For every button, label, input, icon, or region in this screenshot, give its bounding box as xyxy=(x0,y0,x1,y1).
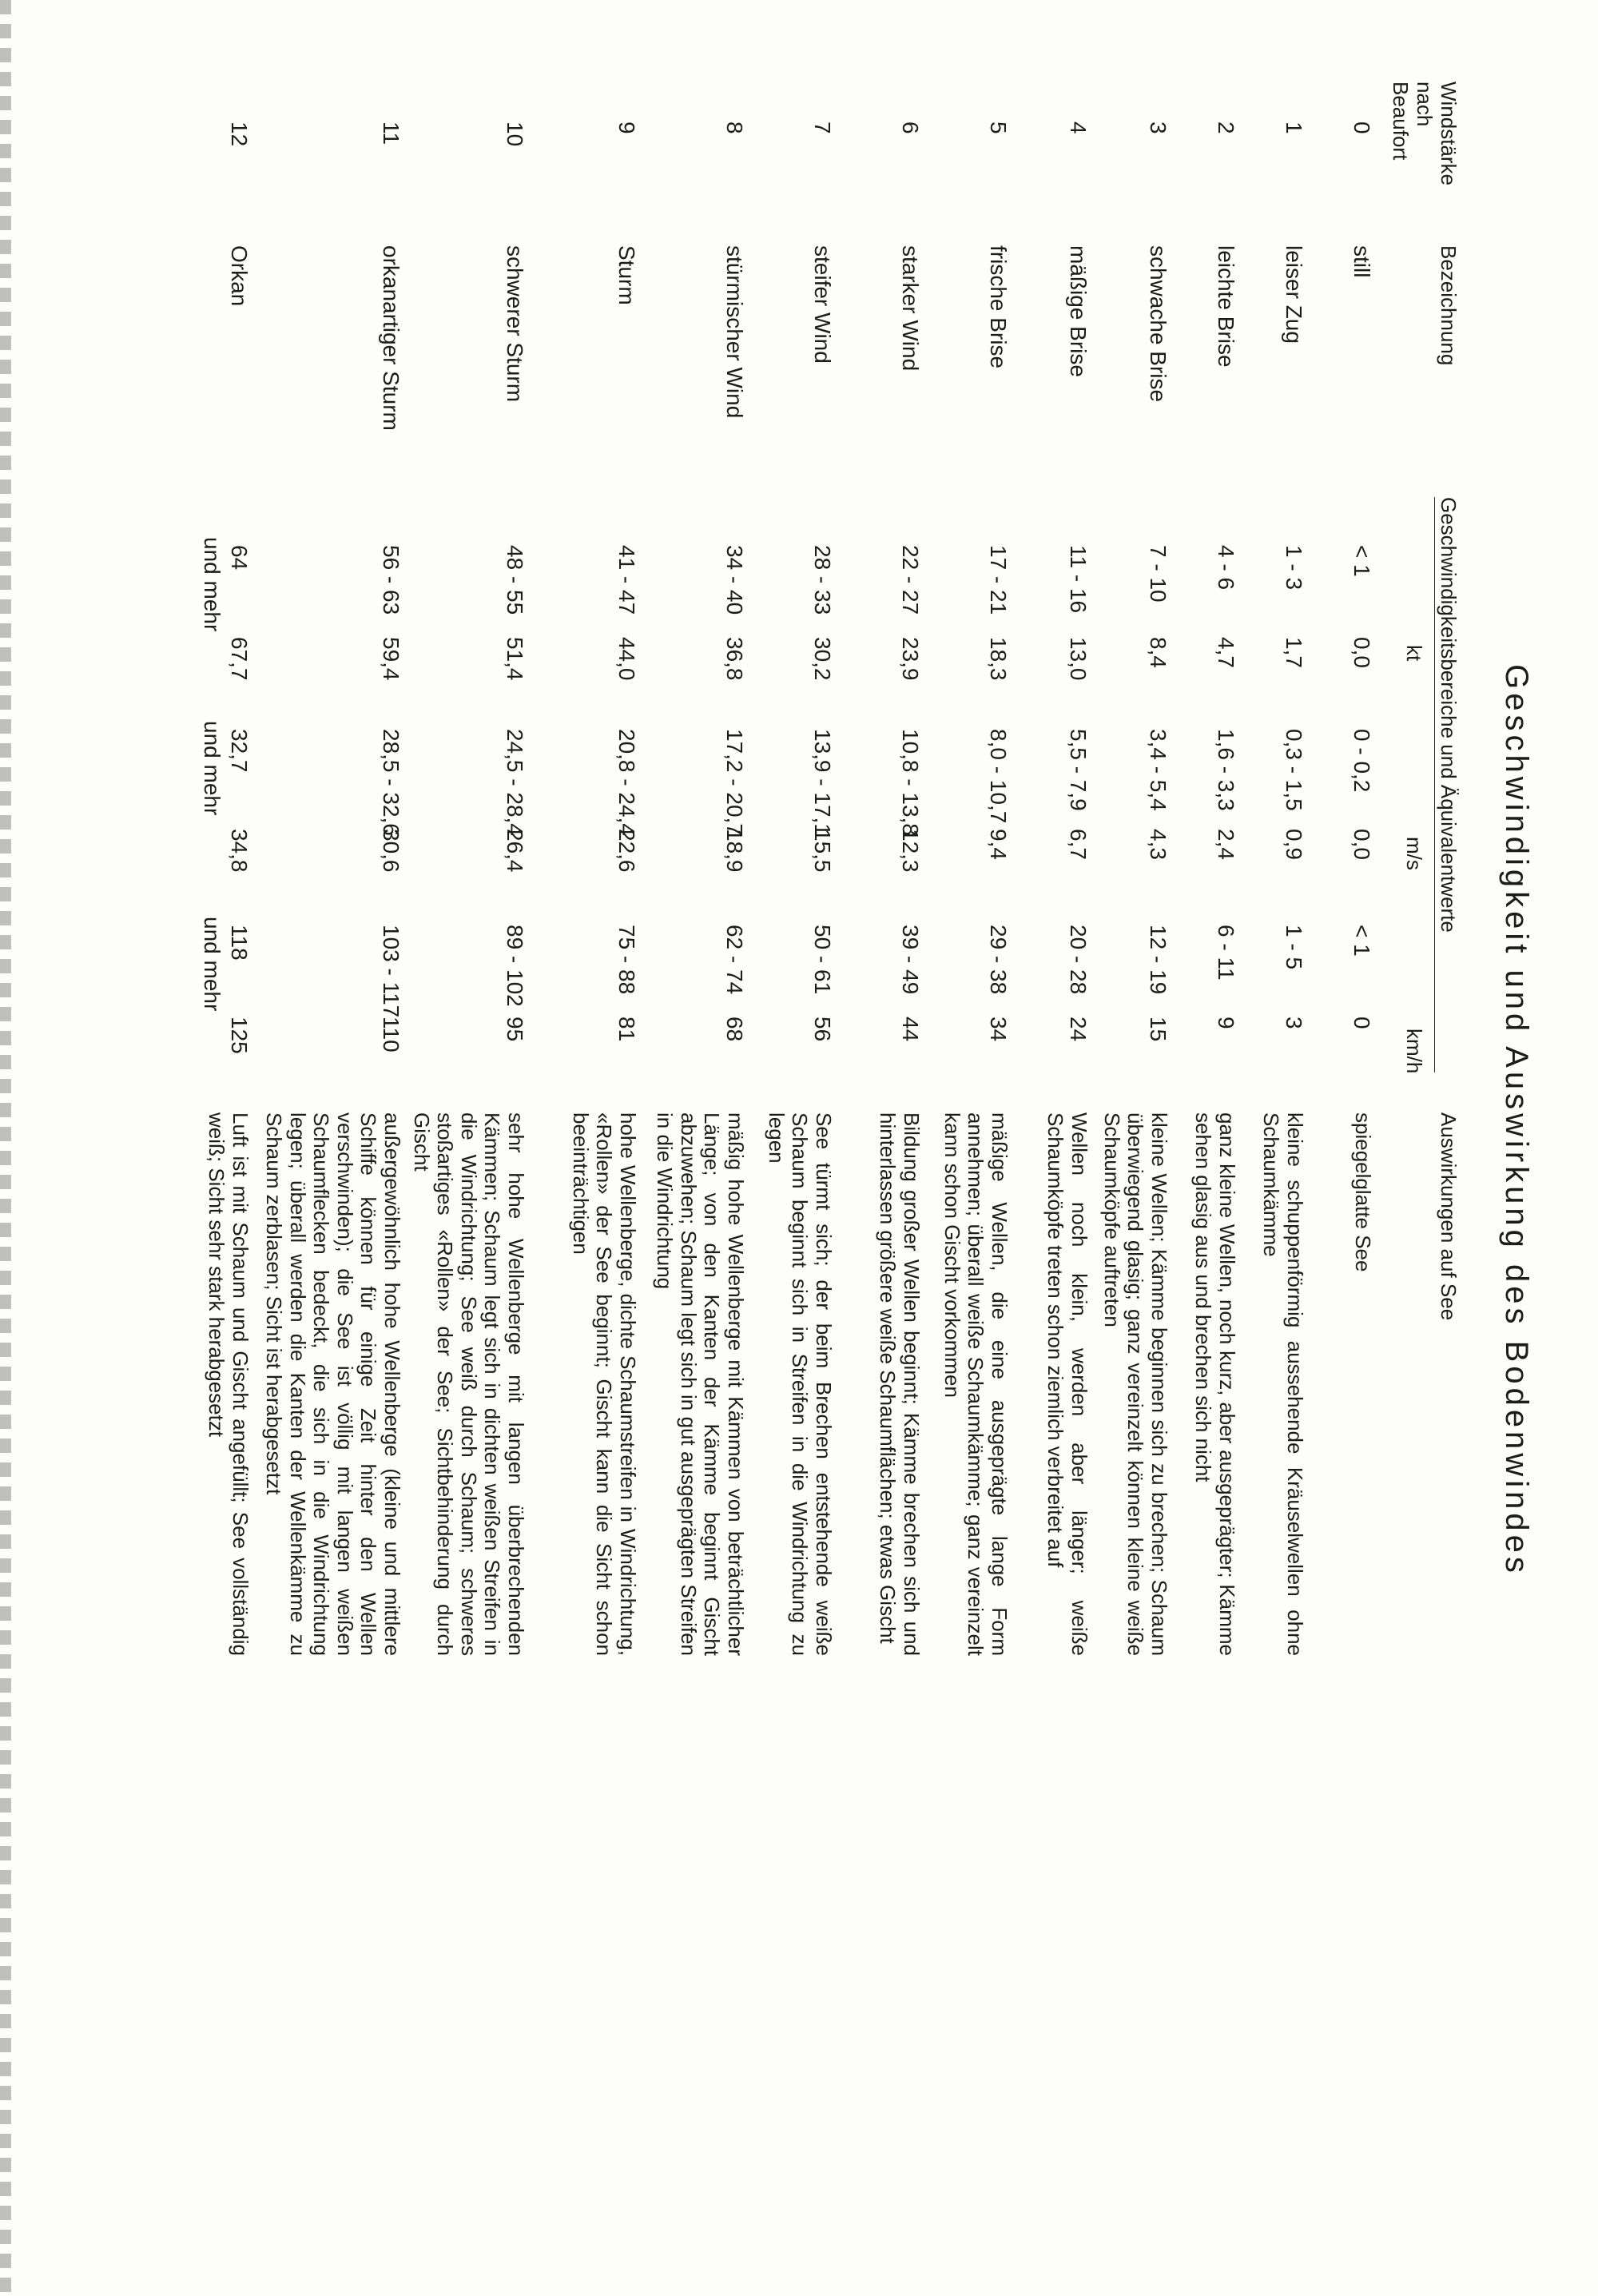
cell-effect: mäßig hohe Wellenberge mit Kämmen von beträchtlicher Länge; von den Kanten der Kämme beginnt Gischt abzuwehen; Schaum legt sich in gut ausgeprägten Streifen in die Windrichtung xyxy=(653,1112,748,1656)
cell-name: stürmischer Wind xyxy=(722,245,747,419)
cell-bft: 7 xyxy=(810,121,835,134)
cell-kt-range: 64 xyxy=(227,545,252,571)
cell-ms-eq: 9,4 xyxy=(986,829,1011,860)
cell-effect: spiegelglatte See xyxy=(1351,1112,1375,1272)
cell-effect: kleine schuppenförmig aussehende Kräuselwellen ohne Schaumkämme xyxy=(1259,1112,1307,1656)
cell-effect: Luft ist mit Schaum und Gischt angefüllt; See vollständig weiß; Sicht sehr stark herabgesetzt xyxy=(205,1112,252,1656)
cell-name: mäßige Brise xyxy=(1066,245,1091,377)
cell-kmh-eq: 15 xyxy=(1146,1017,1171,1042)
cell-kt-range: 56 - 63 xyxy=(379,545,403,615)
cell-name: leichte Brise xyxy=(1214,245,1238,368)
page-title: Geschwindigkeit und Auswirkung des Bodenwindes xyxy=(1499,664,1534,1577)
cell-kt-range: < 1 xyxy=(1350,545,1374,577)
cell-effect: sehr hohe Wellenberge mit langen überbrechenden Kämmen; Schaum legt sich in dichten weißen Streifen in die Windrichtung; See weiß durch Schaum; schweres stoßartiges «Rollen» der See; Sichtbehinderung durch Gischt xyxy=(410,1112,528,1656)
cell-kt-range: 1 - 3 xyxy=(1282,545,1306,591)
cell-kmh-eq: 0 xyxy=(1350,1017,1374,1029)
cell-kmh-range: 50 - 61 xyxy=(810,925,835,995)
cell-kt-eq: 4,7 xyxy=(1214,637,1238,668)
cell-kt-eq: 23,9 xyxy=(898,637,923,681)
cell-kmh-eq: 110 xyxy=(379,1017,403,1052)
cell-ms-range: 32,7 xyxy=(227,729,252,773)
cell-kt-eq: 18,3 xyxy=(986,637,1011,681)
cell-name: Orkan xyxy=(227,245,252,307)
cell-bft: 10 xyxy=(503,121,527,147)
cell-kt-range: 17 - 21 xyxy=(986,545,1011,615)
header-kmh: km/h xyxy=(1402,1029,1426,1074)
cell-ms-range: 8,0 - 10,7 xyxy=(986,729,1011,824)
cell-bft: 1 xyxy=(1282,121,1306,134)
cell-kmh-range: 20 - 28 xyxy=(1066,925,1091,995)
cell-ms-range: 17,2 - 20,7 xyxy=(722,729,747,836)
cell-kmh-range: 75 - 88 xyxy=(614,925,639,995)
cell-effect: Wellen noch klein, werden aber länger; weiße Schaumköpfe treten schon ziemlich verbreitet auf xyxy=(1043,1112,1091,1656)
cell-kt-eq: 0,0 xyxy=(1350,637,1374,668)
cell-kmh-range: 6 - 11 xyxy=(1214,925,1238,981)
cell-kt-range-suffix: und mehr xyxy=(200,537,225,632)
cell-bft: 8 xyxy=(722,121,747,134)
cell-effect: kleine Wellen; Kämme beginnen sich zu brechen; Schaum überwiegend glasig; ganz vereinzelt können kleine weiße Schaumköpfe auftreten xyxy=(1100,1112,1171,1656)
cell-kmh-eq: 24 xyxy=(1066,1017,1091,1042)
cell-kt-eq: 8,4 xyxy=(1146,637,1171,668)
cell-effect: außergewöhnlich hohe Wellenberge (kleine und mittlere Schiffe können für einige Zeit hinter den Wellen verschwinden); die See ist völlig mit langen weißen Schaumflecken bedeckt, die sich in die Windrichtung legen; überall werden die Kanten der Wellenkämme zu Schaum zerblasen; Sicht ist herabgesetzt xyxy=(262,1112,404,1656)
cell-kmh-eq: 81 xyxy=(614,1017,639,1042)
header-kt: kt xyxy=(1402,645,1426,662)
cell-ms-eq: 30,6 xyxy=(379,829,403,873)
cell-kt-eq: 1,7 xyxy=(1282,637,1306,668)
cell-ms-range: 1,6 - 3,3 xyxy=(1214,729,1238,811)
cell-bft: 3 xyxy=(1146,121,1171,134)
header-effects: Auswirkungen auf See xyxy=(1437,1112,1461,1321)
cell-ms-range: 10,8 - 13,8 xyxy=(898,729,923,836)
cell-ms-eq: 15,5 xyxy=(810,829,835,873)
cell-ms-eq: 0,0 xyxy=(1350,829,1374,860)
cell-ms-range-suffix: und mehr xyxy=(200,721,225,816)
cell-ms-range: 5,5 - 7,9 xyxy=(1066,729,1091,811)
cell-ms-eq: 26,4 xyxy=(503,829,527,873)
cell-kmh-range: 89 - 102 xyxy=(503,925,527,1007)
cell-kt-range: 48 - 55 xyxy=(503,545,527,615)
header-underline xyxy=(1434,497,1435,1072)
cell-ms-eq: 18,9 xyxy=(722,829,747,873)
cell-ms-eq: 12,3 xyxy=(898,829,923,873)
cell-ms-range: 3,4 - 5,4 xyxy=(1146,729,1171,811)
cell-name: starker Wind xyxy=(898,245,923,372)
cell-kt-eq: 51,4 xyxy=(503,637,527,681)
cell-name: frische Brise xyxy=(986,245,1011,369)
cell-ms-range: 20,8 - 24,4 xyxy=(614,729,639,836)
cell-bft: 11 xyxy=(379,121,403,145)
cell-bft: 12 xyxy=(227,121,252,147)
cell-bft: 2 xyxy=(1214,121,1238,134)
cell-kmh-eq: 95 xyxy=(503,1017,527,1042)
cell-ms-eq: 22,6 xyxy=(614,829,639,873)
cell-kmh-range: 118 xyxy=(227,925,252,961)
cell-kt-eq: 30,2 xyxy=(810,637,835,681)
cell-kt-range: 22 - 27 xyxy=(898,545,923,615)
cell-effect: ganz kleine Wellen, noch kurz, aber ausgeprägter; Kämme sehen glasig aus und brechen sich nicht xyxy=(1191,1112,1239,1656)
cell-bft: 5 xyxy=(986,121,1011,134)
rotated-page xyxy=(80,58,1534,2183)
cell-name: Sturm xyxy=(614,245,639,305)
cell-kt-range: 4 - 6 xyxy=(1214,545,1238,591)
cell-ms-range: 28,5 - 32,6 xyxy=(379,729,403,836)
cell-name: schwache Brise xyxy=(1146,245,1171,403)
cell-kt-eq: 44,0 xyxy=(614,637,639,681)
cell-name: leiser Zug xyxy=(1282,245,1306,344)
cell-kmh-eq: 34 xyxy=(986,1017,1011,1042)
cell-bft: 4 xyxy=(1066,121,1091,134)
cell-bft: 6 xyxy=(898,121,923,134)
cell-kmh-range: 12 - 19 xyxy=(1146,925,1171,995)
cell-ms-range: 24,5 - 28,4 xyxy=(503,729,527,836)
cell-kt-range: 11 - 16 xyxy=(1066,545,1091,614)
binder-edge xyxy=(0,0,11,2296)
cell-effect: mäßige Wellen, die eine ausgeprägte lange Form annehmen; überall weiße Schaumkämme; ganz vereinzelt kann schon Gischt vorkommen xyxy=(940,1112,1012,1656)
cell-kmh-range: 39 - 49 xyxy=(898,925,923,995)
cell-kmh-range: 29 - 38 xyxy=(986,925,1011,995)
cell-ms-eq: 6,7 xyxy=(1066,829,1091,860)
cell-name: orkanartiger Sturm xyxy=(379,245,403,431)
cell-ms-eq: 2,4 xyxy=(1214,829,1238,860)
cell-kt-eq: 36,8 xyxy=(722,637,747,681)
cell-effect: See türmt sich; der beim Brechen entstehende weiße Schaum beginnt sich in Streifen in die Windrichtung zu legen xyxy=(765,1112,836,1656)
cell-kt-range: 41 - 47 xyxy=(614,545,639,615)
cell-kt-range: 28 - 33 xyxy=(810,545,835,615)
cell-kmh-eq: 9 xyxy=(1214,1017,1238,1029)
cell-bft: 9 xyxy=(614,121,639,134)
cell-kmh-eq: 3 xyxy=(1282,1017,1306,1029)
cell-bft: 0 xyxy=(1350,121,1374,134)
cell-kmh-range: 103 - 117 xyxy=(379,925,403,1018)
cell-kmh-eq: 125 xyxy=(227,1017,252,1054)
cell-kmh-range: < 1 xyxy=(1350,925,1374,957)
cell-kmh-eq: 44 xyxy=(898,1017,923,1042)
cell-ms-range: 13,9 - 17,1 xyxy=(810,729,835,836)
cell-kt-range: 7 - 10 xyxy=(1146,545,1171,603)
cell-effect: Bildung großer Wellen beginnt; Kämme brechen sich und hinterlassen größere weiße Schaumflächen; etwas Gischt xyxy=(876,1112,924,1656)
cell-kmh-range: 62 - 74 xyxy=(722,925,747,995)
header-beaufort: Windstärke nach Beaufort xyxy=(1389,82,1461,186)
cell-ms-eq: 34,8 xyxy=(227,829,252,873)
cell-ms-range: 0 - 0,2 xyxy=(1350,729,1374,793)
cell-kt-eq: 59,4 xyxy=(379,637,403,681)
cell-kt-range: 34 - 40 xyxy=(722,545,747,615)
cell-kmh-range-suffix: und mehr xyxy=(200,917,225,1012)
cell-name: schwerer Sturm xyxy=(503,245,527,403)
header-name: Bezeichnung xyxy=(1437,245,1461,366)
cell-kmh-eq: 56 xyxy=(810,1017,835,1042)
cell-kmh-eq: 68 xyxy=(722,1017,747,1042)
cell-ms-eq: 0,9 xyxy=(1282,829,1306,860)
cell-name: steifer Wind xyxy=(810,245,835,364)
cell-ms-eq: 4,3 xyxy=(1146,829,1171,860)
header-ms: m/s xyxy=(1402,837,1426,870)
cell-kt-eq: 67,7 xyxy=(227,637,252,681)
header-speed-group: Geschwindigkeitsbereiche und Äquivalentwerte xyxy=(1437,497,1461,933)
cell-effect: hohe Wellenberge, dichte Schaumstreifen in Windrichtung, «Rollen» der See beginnt; Gischt kann die Sicht schon beeinträchtigen xyxy=(569,1112,640,1656)
cell-ms-range: 0,3 - 1,5 xyxy=(1282,729,1306,811)
cell-name: still xyxy=(1350,245,1374,278)
cell-kmh-range: 1 - 5 xyxy=(1282,925,1306,970)
cell-kt-eq: 13,0 xyxy=(1066,637,1091,681)
